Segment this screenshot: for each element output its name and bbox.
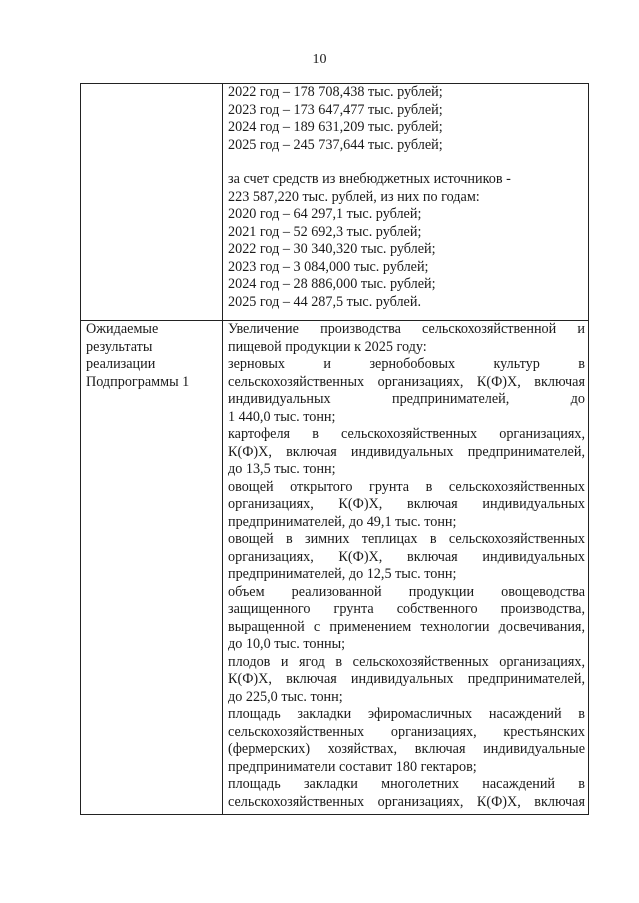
extrabudgetary-total: 223 587,220 тыс. рублей, из них по годам: [228,188,480,205]
results-text-line: организациях, К(Ф)Х, включая индивидуальных [228,496,585,512]
results-text-line: К(Ф)Х, включая индивидуальных предпринимателей, [228,671,585,687]
results-row [81,321,589,815]
extrabudgetary-year-line: 2024 год – 28 886,000 тыс. рублей; [228,276,436,292]
results-label-line: результаты [86,338,153,355]
funding-content-cell [223,84,589,321]
results-text-line: сельскохозяйственных организациях, К(Ф)Х, включая [228,373,585,390]
results-text-line: предпринимателей, до 49,1 тыс. тонн; [228,513,457,530]
funding-label-cell [81,84,223,321]
results-text-line: предпринимателей, до 12,5 тыс. тонн; [228,566,457,582]
results-text-line: выращенной с применением технологии досвечивания, [228,618,585,635]
extrabudgetary-block [228,171,585,311]
results-text-line: площадь закладки эфиромасличных насаждений в [228,706,585,722]
results-text-line: до 10,0 тыс. тонны; [228,636,346,652]
budget-years-list [228,84,585,154]
results-text-line: 1 440,0 тыс. тонн; [228,408,336,425]
results-text-line: овощей в зимних теплицах в сельскохозяйственных [228,531,585,547]
results-label-line: Ожидаемые [86,321,159,337]
results-text-line: сельскохозяйственных организациях, крестьянских [228,723,585,740]
results-label-cell [81,321,223,815]
results-text-line: сельскохозяйственных организациях, К(Ф)Х, включая [228,793,585,810]
results-text-line: индивидуальных предпринимателей, до [228,391,585,407]
extrabudgetary-year-line: 2025 год – 44 287,5 тыс. рублей. [228,293,421,310]
results-text-line: овощей открытого грунта в сельскохозяйственных [228,478,585,495]
results-text-line: К(Ф)Х, включая индивидуальных предпринимателей, [228,443,585,460]
passport-table [80,83,589,815]
results-text-line: площадь закладки многолетних насаждений в [228,776,585,792]
results-text-line: Увеличение производства сельскохозяйственной и [228,321,585,337]
results-text-line: плодов и ягод в сельскохозяйственных организациях, [228,653,585,670]
results-text-line: до 225,0 тыс. тонн; [228,688,343,705]
extrabudgetary-year-line: 2021 год – 52 692,3 тыс. рублей; [228,223,422,240]
extrabudgetary-year-line: 2020 год – 64 297,1 тыс. рублей; [228,206,422,222]
results-text-line: пищевой продукции к 2025 году: [228,338,427,355]
budget-year-line: 2025 год – 245 737,644 тыс. рублей; [228,136,443,153]
results-text-line: до 13,5 тыс. тонн; [228,461,336,477]
budget-year-line: 2022 год – 178 708,438 тыс. рублей; [228,84,443,100]
results-text-line: картофеля в сельскохозяйственных организациях, [228,426,585,442]
extrabudgetary-title: за счет средств из внебюджетных источников - [228,171,511,187]
results-text-line: зерновых и зернобобовых культур в [228,356,585,372]
results-label-line: Подпрограммы 1 [86,373,190,390]
results-text-line: защищенного грунта собственного производства, [228,601,585,617]
results-content-cell [223,321,589,815]
extrabudgetary-year-line: 2022 год – 30 340,320 тыс. рублей; [228,241,436,257]
results-text-line: (фермерских) хозяйствах, включая индивидуальные [228,741,585,757]
budget-year-line: 2023 год – 173 647,477 тыс. рублей; [228,101,443,118]
results-text-line: организациях, К(Ф)Х, включая индивидуальных [228,548,585,565]
page-number: 10 [312,52,327,67]
results-text-line: объем реализованной продукции овощеводства [228,583,585,600]
budget-year-line: 2024 год – 189 631,209 тыс. рублей; [228,119,443,135]
results-text-line: предприниматели составит 180 гектаров; [228,758,477,775]
paragraph-gap [228,154,585,171]
funding-row [81,84,589,321]
extrabudgetary-year-line: 2023 год – 3 084,000 тыс. рублей; [228,258,429,275]
results-label-line: реализации [86,356,156,372]
